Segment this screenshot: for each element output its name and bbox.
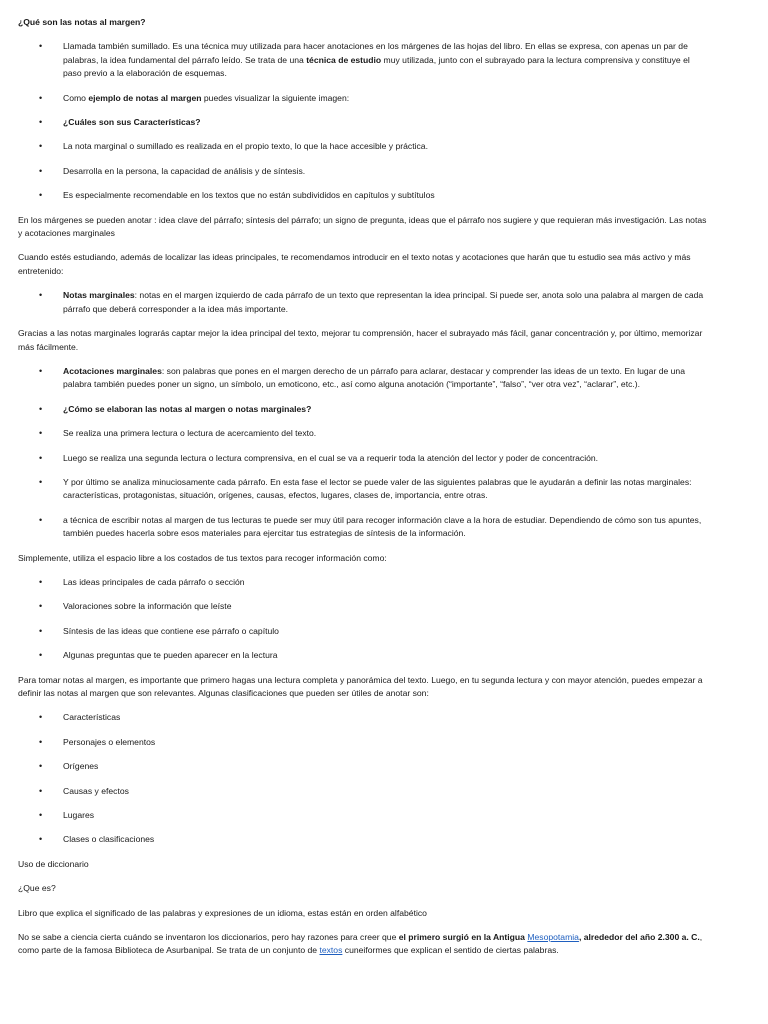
list-item: • Desarrolla en la persona, la capacidad de análisis y de síntesis. [18,165,708,178]
bullet-icon: • [39,365,43,376]
heading-what-are-margin-notes: ¿Qué son las notas al margen? [18,17,146,27]
bullet-icon: • [39,514,43,525]
list-item: • ¿Cuáles son sus Características? [18,116,708,129]
paragraph: Libro que explica el significado de las palabras y expresiones de un idioma, estas están en orden alfabético [18,907,427,918]
list-item: • Valoraciones sobre la información que leíste [18,600,708,613]
paragraph: Uso de diccionario [18,858,89,869]
bullet-icon: • [39,476,43,487]
bullet-icon: • [39,117,43,128]
list-item: • Lugares [18,809,708,822]
paragraph: Para tomar notas al margen, es importante que primero hagas una lectura completa y panorámica del texto. Luego, en tu segunda lectura y con mayor atención, puedes empezar a definir las notas al margen que son relevantes. Algunas clasificaciones que pueden ser útiles de anotar son: [18,674,703,698]
paragraph: Gracias a las notas marginales lograrás captar mejor la idea principal del texto, mejorar tu comprensión, hacer el subrayado más fácil, ganar concentración y, por último, memorizar más fácilmente. [18,328,703,352]
list-item: • a técnica de escribir notas al margen de tus lecturas te puede ser muy útil para recoger información clave a la hora de estudiar. Dependiendo de cómo son tus apuntes, también puedes hacerla sobre esos materiales para ejercitar tus estrategias de síntesis de la información. [39,514,702,539]
bullet-icon: • [39,165,43,176]
paragraph: ¿Que es? [18,883,56,894]
list-item: • Clases o clasificaciones [18,833,708,846]
bullet-icon: • [39,92,43,103]
bullet-icon: • [39,428,43,439]
bullet-icon: • [39,785,43,796]
bullet-icon: • [39,141,43,152]
document-page [18,16,708,969]
bullet-icon: • [39,736,43,747]
bullet-icon: • [39,452,43,463]
list-item: • Luego se realiza una segunda lectura o lectura comprensiva, en el cual se va a requerir toda la atención del lector y poder de concentración. [18,452,708,465]
mesopotamia-link[interactable]: Mesopotamia [527,932,579,943]
paragraph: No se sabe a ciencia cierta cuándo se inventaron los diccionarios, pero hay razones para creer que el primero surgió en la Antigua Mesopotamia, alrededor del año 2.300 a. C., como parte de la famosa Biblioteca de Asurbanipal. Se trata de un conjunto de textos cuneiformes que explican el sentido de ciertas palabras. [18,932,703,956]
bullet-icon: • [39,403,43,414]
list-item: • ¿Cómo se elaboran las notas al margen o notas marginales? [18,403,708,416]
bullet-icon: • [39,625,43,636]
list-item: • Se realiza una primera lectura o lectura de acercamiento del texto. [18,427,708,440]
list-item: • Llamada también sumillado. Es una técnica muy utilizada para hacer anotaciones en los márgenes de las hojas del libro. En ellas se expresa, con apenas un par de palabras, la idea fundamental del párrafo leído. Se trata de una técnica de estudio muy utilizada, junto con el subrayado para la lectura comprensiva y constituye el paso previo a la elaboración de esquemas. [39,41,690,79]
bullet-icon: • [39,41,43,52]
list-item: • Personajes o elementos [18,736,708,749]
list-item: • Causas y efectos [18,785,708,798]
list-item: • Como ejemplo de notas al margen puedes visualizar la siguiente imagen: [18,92,708,105]
bullet-icon: • [39,601,43,612]
list-item: • Las ideas principales de cada párrafo o sección [18,576,708,589]
list-item: • Síntesis de las ideas que contiene ese párrafo o capítulo [18,625,708,638]
paragraph: Simplemente, utiliza el espacio libre a los costados de tus textos para recoger información como: [18,552,387,563]
list-item: • Algunas preguntas que te pueden aparecer en la lectura [18,649,708,662]
bullet-icon: • [39,190,43,201]
bullet-icon: • [39,712,43,723]
bullet-icon: • [39,290,43,301]
list-item: • Y por último se analiza minuciosamente cada párrafo. En esta fase el lector se puede valer de las siguientes palabras que le ayudarán a definir las notas marginales: características, protagonistas, situación, orígenes, causas, efectos, lugares, clases de, importancia, entre otras. [39,476,692,501]
list-item: • Es especialmente recomendable en los textos que no están subdivididos en capítulos y subtítulos [18,189,708,202]
list-item: • Notas marginales: notas en el margen izquierdo de cada párrafo de un texto que representan la idea principal. Si puede ser, anota solo una palabra al margen de cada párrafo que deberá corresponder a la idea más importante. [39,290,704,314]
list-item: • Orígenes [18,760,708,773]
bullet-icon: • [39,810,43,821]
bullet-icon: • [39,650,43,661]
bullet-icon: • [39,576,43,587]
bullet-icon: • [39,834,43,845]
paragraph: En los márgenes se pueden anotar : idea clave del párrafo; síntesis del párrafo; un signo de pregunta, ideas que el párrafo nos sugiere y que requieran más investigación. Las notas y acotaciones marginales [18,214,707,239]
list-item: • Acotaciones marginales: son palabras que pones en el margen derecho de un párrafo para aclarar, destacar y comprender las ideas de un texto. En lugar de una palabra también puedes poner un signo, un símbolo, un emoticono, etc., así como alguna anotación (“importante”, “falso”, “ver otra vez”, “aclarar”, etc.). [39,365,685,390]
bullet-icon: • [39,761,43,772]
list-item: • Características [18,711,708,724]
textos-link[interactable]: textos [319,945,343,956]
list-item: • La nota marginal o sumillado es realizada en el propio texto, lo que la hace accesible y práctica. [18,140,708,153]
paragraph: Cuando estés estudiando, además de localizar las ideas principales, te recomendamos introducir en el texto notas y acotaciones que harán que tu estudio sea más activo y más entretenido: [18,252,691,276]
